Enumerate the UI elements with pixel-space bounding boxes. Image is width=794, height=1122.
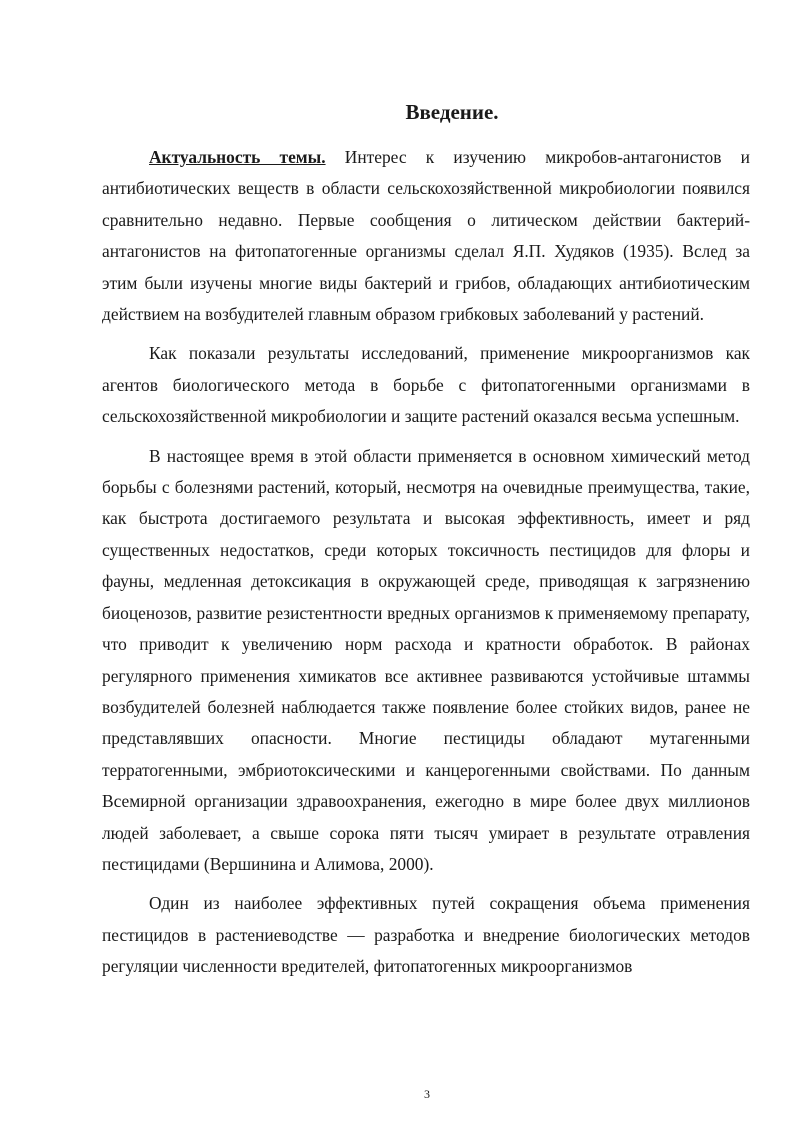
body-text — [102, 142, 750, 991]
section-lead-heading: Актуальность темы. — [149, 147, 326, 167]
paragraph-chemical-method: В настоящее время в этой области применяется в основном химический метод борьбы с болезнями растений, который, несмотря на очевидные преимущества, такие, как быстрота достигаемого результата и высокая эффективность, имеет и ряд существенных недостатков, среди которых токсичность пестицидов для флоры и фауны, медленная детоксикация в окружающей среде, приводящая к загрязнению биоценозов, развитие резистентности вредных организмов к применяемому препарату, что приводит к увеличению норм расхода и кратности обработок. В районах регулярного применения химикатов все активнее развиваются устойчивые штаммы возбудителей болезней наблюдается также появление более стойких видов, ранее не представлявших опасности. Многие пестициды обладают мутагенными терратогенными, эмбриотоксическими и канцерогенными свойствами. По данным Всемирной организации здравоохранения, ежегодно в мире более двух миллионов людей заболевает, а свыше сорока пяти тысяч умирает в результате отравления пестицидами (Вершинина и Алимова, 2000). — [102, 445, 750, 874]
paragraph-research-results: Как показали результаты исследований, применение микроорганизмов как агентов биологического метода в борьбе с фитопатогенными организмами в сельскохозяйственной микробиологии и защите растений оказался весьма успешным. — [102, 343, 750, 427]
paragraph-text: Интерес к изучению микробов-антагонистов и антибиотических веществ в области сельскохозяйственной микробиологии появился сравнительно недавно. Первые сообщения о литическом действии бактерий-антагонистов на фитопатогенные организмы сделал Я.П. Худяков (1935). Вслед за этим были изучены многие виды бактерий и грибов, обладающих антибиотическим действием на возбудителей главным образом грибковых заболеваний у растений. — [102, 147, 750, 325]
paragraph-biological-methods: Один из наиболее эффективных путей сокращения объема применения пестицидов в растениеводстве — разработка и внедрение биологических методов регуляции численности вредителей, фитопатогенных микроорганизмов — [102, 893, 750, 977]
paragraph-relevance — [102, 142, 750, 330]
page-title: Введение. — [405, 100, 499, 124]
page-number: 3 — [424, 1087, 430, 1101]
